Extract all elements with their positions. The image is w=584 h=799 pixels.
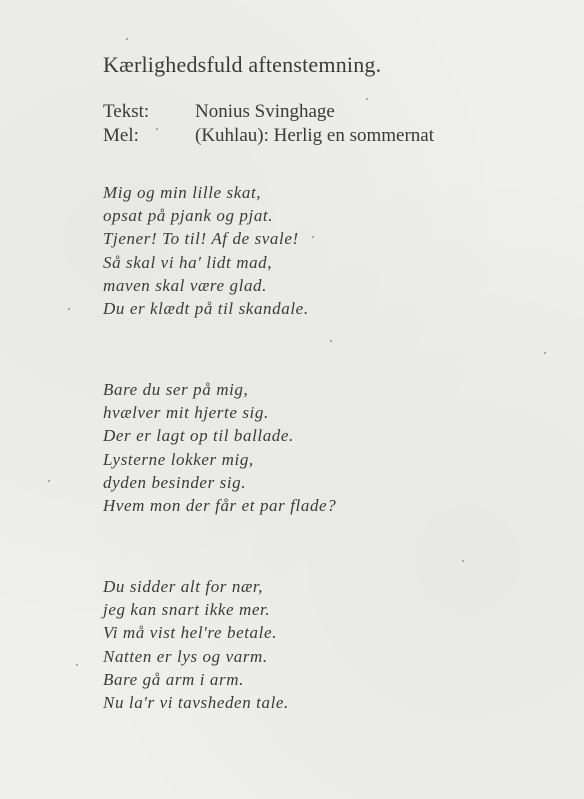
verse-line: Så skal vi ha' lidt mad, [103, 252, 273, 272]
stanza-3 [103, 575, 289, 714]
stanza-1 [103, 181, 309, 320]
paper-speck [76, 664, 78, 666]
paper-speck [544, 352, 546, 354]
verse-line: dyden besinder sig. [103, 472, 247, 492]
poem-title: Kærlighedsfuld aftenstemning. [103, 52, 382, 77]
verse-line: jeg kan snart ikke mer. [103, 600, 271, 620]
paper-speck [48, 480, 50, 482]
melody-label: Mel: [103, 125, 139, 146]
verse-line: maven skal være glad. [103, 275, 267, 295]
verse-line: Mig og min lille skat, [103, 183, 262, 202]
lyrics-credit-row [103, 100, 434, 124]
verse-line: Bare gå arm i arm. [103, 669, 244, 689]
paper-speck [330, 340, 332, 342]
verse-line: Du er klædt på til skandale. [103, 299, 309, 319]
poem-credits [103, 100, 434, 148]
paper-speck [462, 560, 464, 562]
verse-line: opsat på pjank og pjat. [103, 206, 274, 226]
verse-line: hvælver mit hjerte sig. [103, 403, 269, 423]
verse-line: Nu la'r vi tavsheden tale. [103, 693, 289, 713]
verse-line: Der er lagt op til ballade. [103, 426, 294, 446]
verse-line: Vi må vist hel're betale. [103, 623, 277, 643]
melody-source: (Kuhlau): Herlig en sommernat [195, 125, 435, 146]
paper-speck [126, 38, 128, 40]
verse-line: Hvem mon der får et par flade? [103, 496, 337, 516]
lyrics-label: Tekst: [103, 101, 150, 122]
paper-speck [68, 308, 70, 310]
verse-line: Tjener! To til! Af de svale! [103, 229, 299, 249]
paper-speck [312, 236, 314, 238]
verse-line: Natten er lys og varm. [103, 646, 268, 666]
verse-line: Du sidder alt for nær, [103, 577, 264, 596]
verse-line: Lysterne lokker mig, [103, 449, 254, 469]
verse-line: Bare du ser på mig, [103, 380, 249, 399]
melody-credit-row [103, 124, 434, 148]
stanza-2 [103, 378, 336, 517]
lyrics-author: Nonius Svinghage [195, 101, 335, 122]
